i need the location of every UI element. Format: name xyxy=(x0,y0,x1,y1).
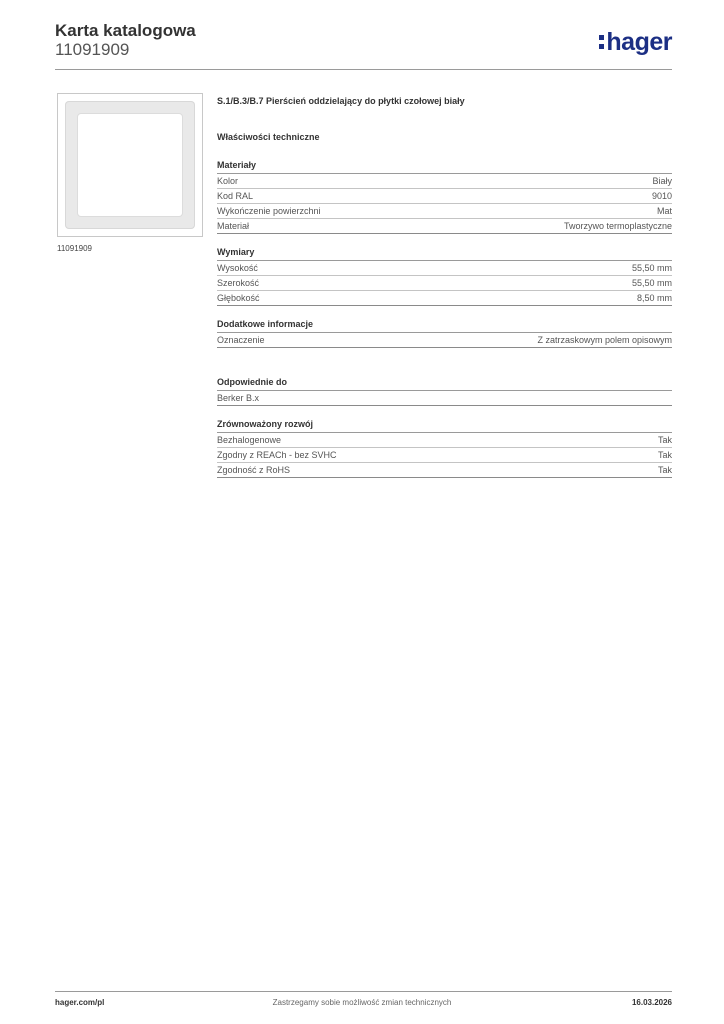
hager-logo xyxy=(599,28,672,56)
table-row: Kolor Biały xyxy=(217,174,672,189)
footer-divider xyxy=(55,991,672,992)
technical-properties-heading: Właściwości techniczne xyxy=(217,132,320,142)
footer-disclaimer: Zastrzegamy sobie możliwość zmian technicznych xyxy=(272,998,452,1007)
header-divider xyxy=(55,69,672,70)
section-title: Zrównoważony rozwój xyxy=(217,418,672,433)
table-row: Wykończenie powierzchni Mat xyxy=(217,204,672,219)
product-image xyxy=(57,93,203,237)
table-row: Kod RAL 9010 xyxy=(217,189,672,204)
section-title: Dodatkowe informacje xyxy=(217,318,672,333)
product-title: S.1/B.3/B.7 Pierścień oddzielający do płytki czołowej biały xyxy=(217,96,465,106)
section-sustainability xyxy=(217,418,672,478)
table-row: Wysokość 55,50 mm xyxy=(217,261,672,276)
footer-website-link[interactable]: hager.com/pl xyxy=(55,998,105,1007)
section-title: Wymiary xyxy=(217,246,672,261)
page-title: Karta katalogowa xyxy=(55,21,196,40)
table-row: Materiał Tworzywo termoplastyczne xyxy=(217,219,672,234)
section-title: Odpowiednie do xyxy=(217,376,672,391)
table-row: Głębokość 8,50 mm xyxy=(217,291,672,306)
product-details xyxy=(217,96,672,490)
section-dimensions xyxy=(217,246,672,306)
table-row: Berker B.x xyxy=(217,391,672,406)
catalog-number: 11091909 xyxy=(55,40,130,59)
logo-text: hager xyxy=(606,27,672,56)
logo-dots-icon xyxy=(599,33,604,51)
table-row: Zgodność z RoHS Tak xyxy=(217,463,672,478)
table-row: Oznaczenie Z zatrzaskowym polem opisowym xyxy=(217,333,672,348)
section-additional-info xyxy=(217,318,672,348)
product-image-caption: 11091909 xyxy=(57,244,92,253)
table-row: Zgodny z REACh - bez SVHC Tak xyxy=(217,448,672,463)
table-row: Bezhalogenowe Tak xyxy=(217,433,672,448)
table-row: Szerokość 55,50 mm xyxy=(217,276,672,291)
footer-date: 16.03.2026 xyxy=(631,998,672,1007)
frame-ring-icon xyxy=(65,101,195,229)
section-materials xyxy=(217,159,672,234)
section-suitable-for xyxy=(217,376,672,406)
section-title: Materiały xyxy=(217,159,672,174)
